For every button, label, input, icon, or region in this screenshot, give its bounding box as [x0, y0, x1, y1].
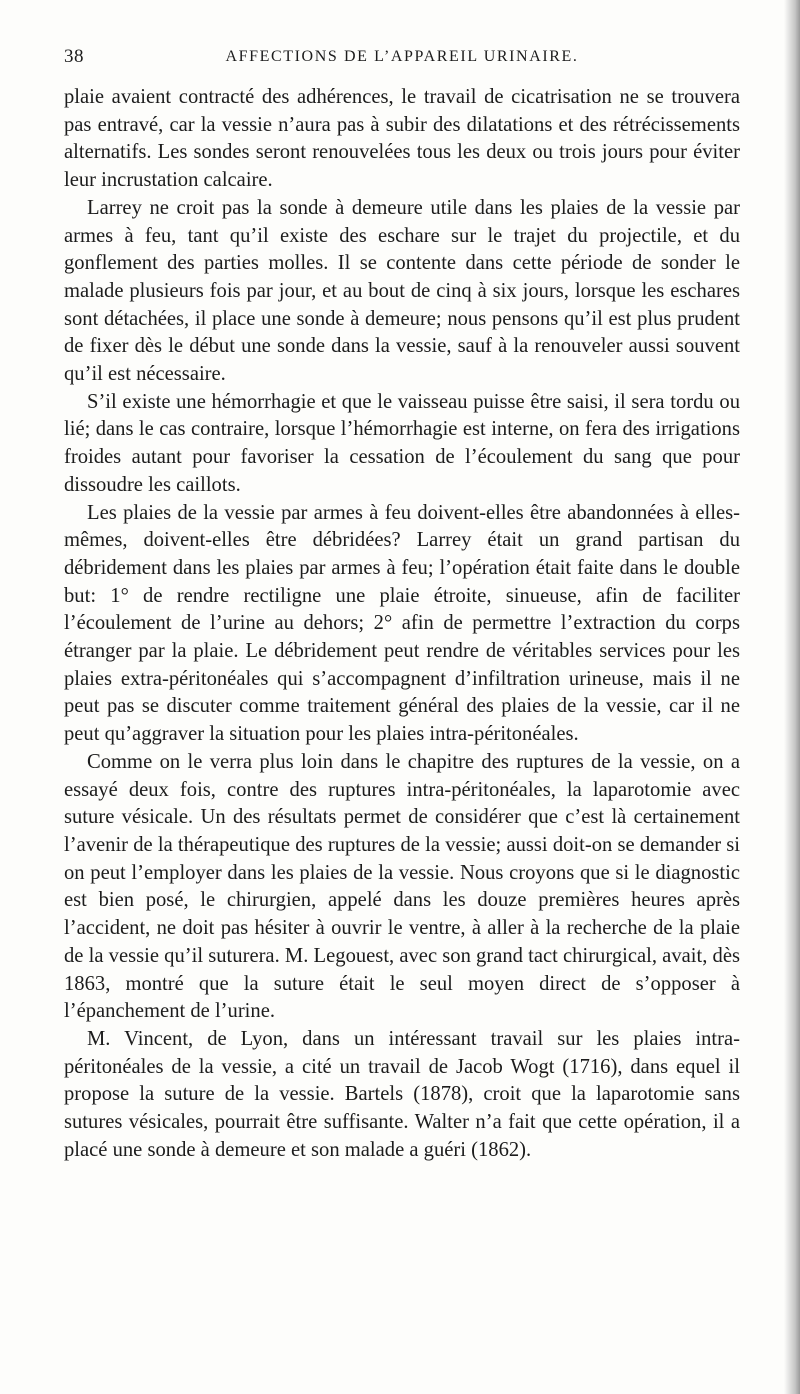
- paragraph-debridement: Les plaies de la vessie par armes à feu doivent-elles être abandonnées à elles-mêmes, doivent-elles être débridées? Larrey était un grand partisan du débridement dans les plaies par armes à feu; l’opération était faite dans le double but: 1° de rendre rectiligne une plaie étroite, sinueuse, afin de faciliter l’écoulement de l’urine au dehors; 2° afin de permettre l’extraction du corps étranger par la plaie. Le débridement peut rendre de véritables services pour les plaies extra-péritonéales qui s’accompagnent d’infiltration urineuse, mais il ne peut pas se discuter comme traitement général des plaies de la vessie, car il ne peut qu’aggraver la situation pour les plaies intra-péritonéales.: [64, 501, 740, 746]
- page-edge-shadow: [784, 0, 800, 1394]
- paragraph-vincent: M. Vincent, de Lyon, dans un intéressant travail sur les plaies intra-péritonéales de la vessie, a cité un travail de Jacob Wogt (1716), dans equel il propose la suture de la vessie. Bartels (1878), croit que la laparotomie sans sutures vésicales, pourrait être suffisante. Walter n’a fait que cette opération, il a placé une sonde à demeure et son malade a guéri (1862).: [64, 1027, 740, 1161]
- running-title: AFFECTIONS DE L’APPAREIL URINAIRE.: [225, 48, 579, 65]
- paragraph-continuation: plaie avaient contracté des adhérences, le travail de cicatrisation ne se trouvera pas entravé, car la vessie n’aura pas à subir des dilatations et des rétrécissements alternatifs. Les sondes seront renouvelées tous les deux ou trois jours pour éviter leur incrustation calcaire.: [64, 86, 740, 192]
- body-text: [64, 84, 740, 1164]
- paragraph-laparotomie: Comme on le verra plus loin dans le chapitre des ruptures de la vessie, on a essayé deux fois, contre des ruptures intra-péritonéales, la laparotomie avec suture vésicale. Un des résultats permet de considérer que c’est là certainement l’avenir de la thérapeutique des ruptures de la vessie; aussi doit-on se demander si on peut l’employer dans les plaies de la vessie. Nous croyons que si le diagnostic est bien posé, le chirurgien, appelé dans les douze premières heures après l’accident, ne doit pas hésiter à ouvrir le ventre, à aller à la recherche de la plaie de la vessie qu’il suturera. M. Legouest, avec son grand tact chirurgical, avait, dès 1863, montré que la suture était le seul moyen direct de s’opposer à l’épanchement de l’urine.: [64, 750, 740, 1023]
- page-number: 38: [64, 46, 84, 67]
- paragraph-hemorrhagie: S’il existe une hémorrhagie et que le vaisseau puisse être saisi, il sera tordu ou lié; dans le cas contraire, lorsque l’hémorrhagie est interne, on fera des irrigations froides autant pour favoriser la cessation de l’écoulement du sang que pour dissoudre les caillots.: [64, 390, 740, 496]
- paragraph-larrey-sonde: Larrey ne croit pas la sonde à demeure utile dans les plaies de la vessie par armes à feu, tant qu’il existe des eschare sur le trajet du projectile, et du gonflement des parties molles. Il se contente dans cette période de sonder le malade plusieurs fois par jour, et au bout de cinq à six jours, lorsque les eschares sont détachées, il place une sonde à demeure; nous pensons qu’il est plus prudent de fixer dès le début une sonde dans la vessie, sauf à la renouveler aussi souvent qu’il est nécessaire.: [64, 196, 740, 386]
- page-header: [64, 46, 740, 76]
